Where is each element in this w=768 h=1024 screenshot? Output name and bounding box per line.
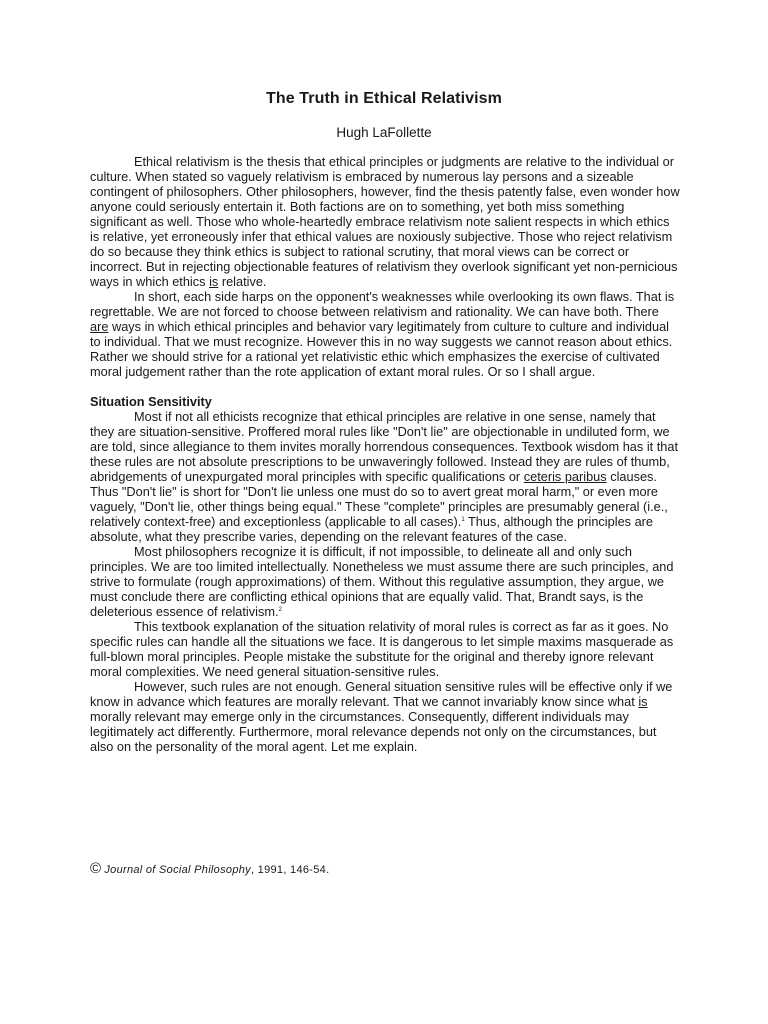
footer-citation [90, 860, 329, 877]
copyright-symbol: © [90, 860, 102, 877]
document-author: Hugh LaFollette [336, 125, 432, 140]
paragraph-4 [90, 544, 680, 619]
citation-details: , 1991, 146-54. [250, 864, 330, 876]
journal-name: Journal of Social Philosophy [104, 864, 251, 876]
paragraph-1-text: Ethical relativism is the thesis that ethical principles or judgments are relative to the individual or culture. When stated so vaguely relativism is embraced by numerous lay persons and a sizeable contingent of philosophers. Other philosophers, however, find the thesis patently false, even wonder how anyone could seriously entertain it. Both factions are on to something, yet both miss something significant as well. Those who whole-heartedly embrace relativism note salient respects in which ethics is relative, yet erroneously infer that ethical values are noxiously subjective. Those who reject relativism do so because they think ethics is subject to rational scrutiny, that moral views can be correct or incorrect. But in rejecting objectionable features of relativism they overlook significant yet non-pernicious ways in which ethics [90, 154, 680, 289]
document-title: The Truth in Ethical Relativism [265, 90, 503, 107]
paragraph-1-end: relative. [221, 274, 267, 289]
paragraph-4-text: Most philosophers recognize it is difficult, if not impossible, to delineate all and only such principles. We are too limited intellectually. Nonetheless we must assume there are such principles, and strive to formulate (rough approximations) of them. Without this regulative assumption, they argue, we must conclude there are conflicting ethical opinions that are equally valid. That, Brandt says, is the deleterious essence of relativism. [90, 544, 674, 619]
emphasis-are: are [90, 319, 109, 334]
section-heading: Situation Sensitivity [90, 394, 212, 409]
emphasis-ceteris-paribus: ceteris paribus [523, 469, 607, 484]
paragraph-6 [90, 679, 680, 754]
paragraph-5 [90, 619, 680, 679]
footnote-ref-2: 2 [278, 606, 282, 613]
emphasis-is-2: is [638, 694, 648, 709]
paragraph-1 [90, 154, 680, 289]
paragraph-6-text-b: morally relevant may emerge only in the circumstances. Consequently, different individuals may legitimately act differently. Furthermore, moral relevance depends not only on the circumstances, but also on the personality of the moral agent. Let me explain. [90, 709, 657, 754]
paragraph-2-text-a: In short, each side harps on the opponent's weaknesses while overlooking its own flaws. That is regrettable. We are not forced to choose between relativism and rationality. We can have both. There [90, 289, 675, 319]
paragraph-3-text-b: clauses. Thus "Don't lie" is short for "Don't lie unless one must do so to avert great moral harm," or even more vaguely, "Don't lie, other things being equal." These "complete" principles are presumably general (i.e., relatively context-free) and exceptionless (applicable to all cases). [90, 469, 668, 529]
paragraph-2-text-b: ways in which ethical principles and behavior vary legitimately from culture to culture and individual to individual. That we must recognize. However this in no way suggests we cannot reason about ethics. Rather we should strive for a rational yet relativistic ethic which emphasizes the exercise of cultivated moral judgement rather than the rote application of extant moral rules. Or so I shall argue. [90, 319, 673, 379]
footnote-ref-1: 1 [461, 516, 465, 523]
paragraph-3-text-c: Thus, although the principles are absolute, what they prescribe varies, depending on the relevant features of the case. [90, 514, 654, 544]
document-body [90, 154, 680, 754]
paragraph-6-text-a: However, such rules are not enough. General situation sensitive rules will be effective only if we know in advance which features are morally relevant. That we cannot invariably know since what [90, 679, 673, 709]
emphasis-is: is [209, 274, 219, 289]
paragraph-5-text: This textbook explanation of the situation relativity of moral rules is correct as far as it goes. No specific rules can handle all the situations we face. It is dangerous to let simple maxims masquerade as full-blown moral principles. People mistake the substitute for the original and thereby ignore relevant moral complexities. We need general situation-sensitive rules. [90, 619, 674, 679]
paragraph-3 [90, 409, 680, 544]
paragraph-3-text-a: Most if not all ethicists recognize that ethical principles are relative in one sense, namely that they are situation-sensitive. Proffered moral rules like "Don't lie" are objectionable in undiluted form, we are told, since allegiance to them invites morally horrendous consequences. Textbook wisdom has it that these rules are not absolute prescriptions to be unwaveringly followed. Instead they are rules of thumb, abridgements of unexpurgated moral principles with specific qualifications or [90, 409, 679, 484]
paragraph-2 [90, 289, 680, 379]
